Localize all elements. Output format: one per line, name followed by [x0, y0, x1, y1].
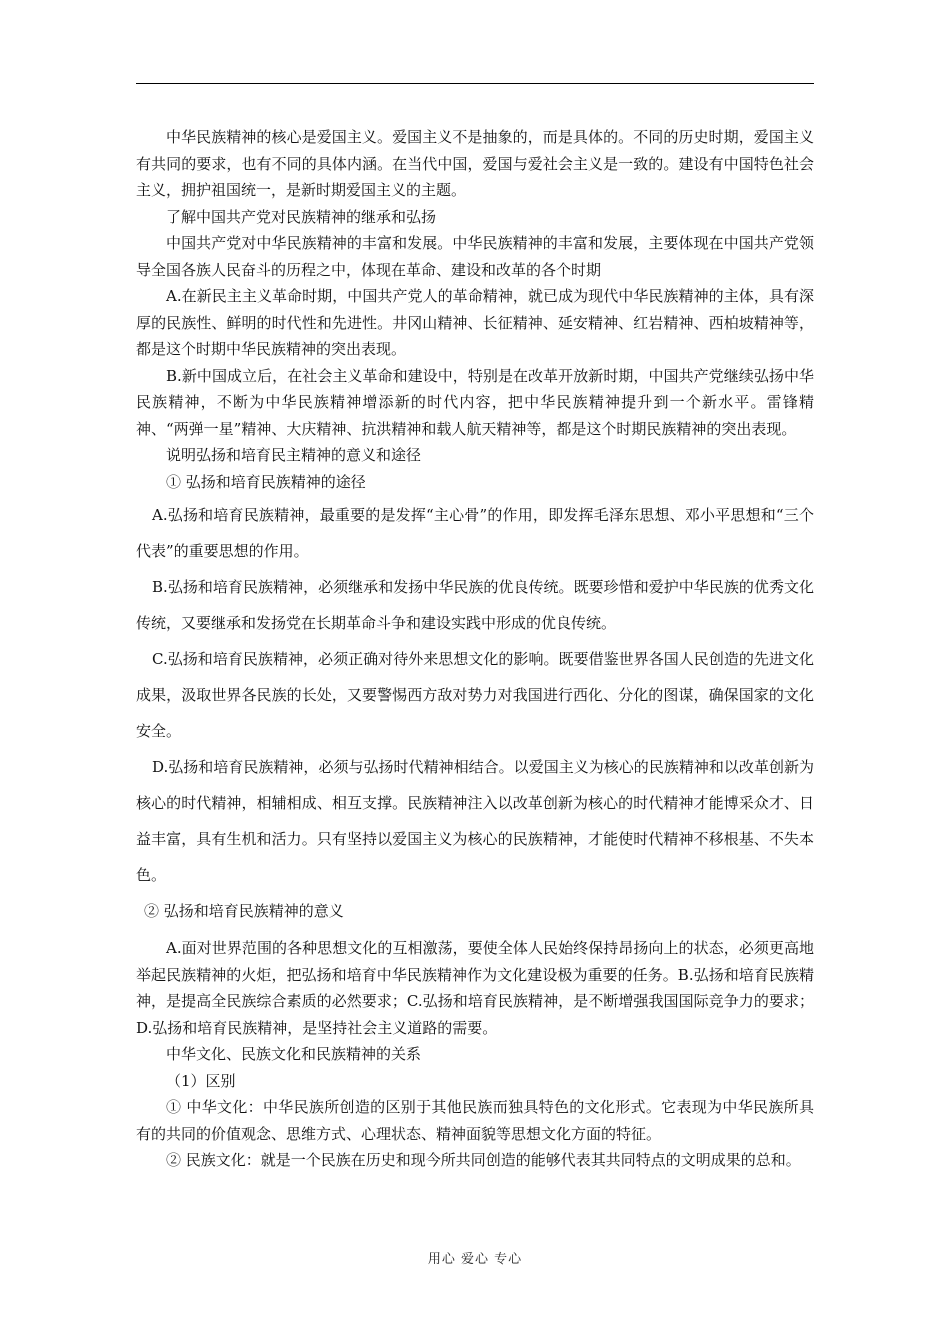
subheading-ways: ① 弘扬和培育民族精神的途径: [166, 472, 366, 491]
heading-culture-relationship: 中华文化、民族文化和民族精神的关系: [166, 1045, 422, 1063]
document-body: [136, 124, 814, 1174]
subheading-meaning: ② 弘扬和培育民族精神的意义: [144, 902, 344, 920]
paragraph-chinese-culture: ① 中华文化：中华民族所创造的区别于其他民族而独具特色的文化形式。它表现为中华民族所具有的共同的价值观念、思维方式、心理状态、精神面貌等思想文化方面的特征。: [136, 1098, 814, 1143]
header-rule: [136, 83, 814, 84]
list-item-way-b: B.弘扬和培育民族精神，必须继承和发扬中华民族的优良传统。既要珍惜和爱护中华民族的优秀文化传统，又要继承和发扬党在长期革命斗争和建设实践中形成的优良传统。: [136, 578, 814, 632]
list-item-way-a: A.弘扬和培育民族精神，最重要的是发挥“主心骨”的作用，即发挥毛泽东思想、邓小平思想和“三个代表”的重要思想的作用。: [136, 506, 814, 560]
page-footer: 用心 爱心 专心: [427, 1252, 523, 1267]
paragraph-core-patriotism: 中华民族精神的核心是爱国主义。爱国主义不是抽象的，而是具体的。不同的历史时期，爱国主义有共同的要求，也有不同的具体内涵。在当代中国，爱国与爱社会主义是一致的。建设有中国特色社会主义，拥护祖国统一，是新时期爱国主义的主题。: [136, 128, 814, 199]
paragraph-party-development: 中国共产党对中华民族精神的丰富和发展。中华民族精神的丰富和发展，主要体现在中国共产党领导全国各族人民奋斗的历程之中，体现在革命、建设和改革的各个时期: [136, 234, 814, 279]
paragraph-new-china: B.新中国成立后，在社会主义革命和建设中，特别是在改革开放新时期，中国共产党继续弘扬中华民族精神，不断为中华民族精神增添新的时代内容，把中华民族精神提升到一个新水平。雷锋精神、“两弹一星”精神、大庆精神、抗洪精神和载人航天精神等，都是这个时期民族精神的突出表现。: [136, 366, 814, 438]
heading-party-inheritance: 了解中国共产党对民族精神的继承和弘扬: [166, 207, 437, 226]
paragraph-meaning-items: A.面对世界范围的各种思想文化的互相激荡，要使全体人民始终保持昂扬向上的状态，必须更高地举起民族精神的火炬，把弘扬和培育中华民族精神作为文化建设极为重要的任务。B.弘扬和培育民族精神，是提高全民族综合素质的必然要求；C.弘扬和培育民族精神，是不断增强我国国际竞争力的要求；D.弘扬和培育民族精神，是坚持社会主义道路的需要。: [136, 939, 814, 1037]
subheading-difference: （1）区别: [166, 1071, 236, 1090]
heading-meaning-and-ways: 说明弘扬和培育民主精神的意义和途径: [166, 446, 422, 464]
list-item-way-d: D.弘扬和培育民族精神，必须与弘扬时代精神相结合。以爱国主义为核心的民族精神和以改革创新为核心的时代精神，相辅相成、相互支撑。民族精神注入以改革创新为核心的时代精神才能博采众才、日益丰富，具有生机和活力。只有坚持以爱国主义为核心的民族精神，才能使时代精神不移根基、不失本色。: [136, 758, 814, 884]
paragraph-national-culture: ② 民族文化：就是一个民族在历史和现今所共同创造的能够代表其共同特点的文明成果的总和。: [166, 1151, 801, 1169]
paragraph-revolution-period: A.在新民主主义革命时期，中国共产党人的革命精神，就已成为现代中华民族精神的主体，具有深厚的民族性、鲜明的时代性和先进性。井冈山精神、长征精神、延安精神、红岩精神、西柏坡精神等，都是这个时期中华民族精神的突出表现。: [136, 287, 814, 358]
list-item-way-c: C.弘扬和培育民族精神，必须正确对待外来思想文化的影响。既要借鉴世界各国人民创造的先进文化成果，汲取世界各民族的长处，又要警惕西方敌对势力对我国进行西化、分化的图谋，确保国家的文化安全。: [136, 650, 814, 740]
